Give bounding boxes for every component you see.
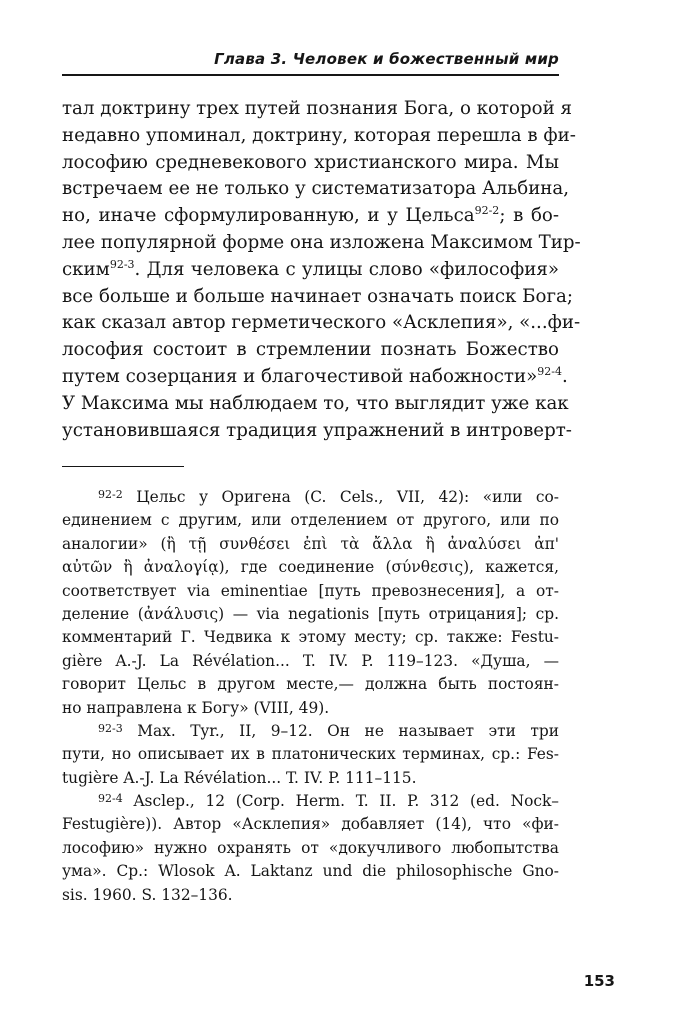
page-number: 153 bbox=[583, 972, 615, 990]
footnote-line: ума». Ср.: Wlosok A. Laktanz und die philosophische Gno- bbox=[62, 862, 559, 881]
footnote-line: $^{92-3}$ Max. Tyr., II, 9–12. Он не называет эти три bbox=[98, 721, 559, 740]
footnote-ref[interactable]: 92-4 bbox=[537, 364, 562, 378]
text-line: установившаяся традиция упражнений в интроверт- bbox=[62, 419, 572, 441]
footnote-line: соответствует via eminentiae [путь превознесения], а от- bbox=[62, 581, 559, 600]
text-line: путем созерцания и благочестивой набожности»$^{92-4}$. bbox=[62, 364, 568, 387]
footnote-line: деление (ἀνάλυσις) — via negationis [путь отрицания]; ср. bbox=[62, 604, 559, 623]
footnote-number: 92-3 bbox=[98, 721, 123, 735]
text-line: лософию средневекового христианского мира. Мы bbox=[62, 151, 559, 173]
footnote-line: $^{92-2}$ Цельс у Оригена (C. Cels., VII, 42): «или со- bbox=[98, 488, 559, 506]
footnote-line: tugière A.-J. La Révélation... T. IV. P. 111–115. bbox=[62, 768, 417, 787]
text-line: У Максима мы наблюдаем то, что выглядит уже как bbox=[62, 392, 569, 414]
footnote-line: $^{92-4}$ Asclep., 12 (Corp. Herm. T. II. P. 312 (ed. Nock– bbox=[98, 792, 559, 811]
footnote bbox=[62, 720, 559, 790]
text-line: ским$^{92-3}$. Для человека с улицы слово «философия» bbox=[62, 257, 559, 280]
text-line: все больше и больше начинает означать поиск Бога; bbox=[62, 285, 573, 307]
text-line: встречаем ее не только у систематизатора Альбина, bbox=[62, 178, 570, 200]
footnote-ref[interactable]: 92-2 bbox=[474, 204, 500, 218]
text-line: тал доктрину трех путей познания Бога, о которой я bbox=[62, 98, 572, 119]
footnote-line: αὐτῶν ἢ ἀναλογίᾳ), где соединение (σύνθεσις), кажется, bbox=[62, 558, 559, 577]
text-line: но, иначе сформулированную, и у Цельса$^{92-2}$; в бо- bbox=[62, 204, 559, 227]
footnote-line: sis. 1960. S. 132–136. bbox=[62, 885, 233, 904]
footnotes bbox=[62, 486, 559, 907]
text-line: недавно упоминал, доктрину, которая перешла в фи- bbox=[62, 124, 576, 146]
footnote-line: лософию» нужно охранять от «докучливого любопытства bbox=[62, 838, 559, 857]
footnote-number: 92-4 bbox=[98, 792, 123, 806]
footnote-line: аналогии» (ἢ τῇ συνθέσει ἐπὶ τὰ ἄλλα ἢ ἀναλύσει ἀπ' bbox=[62, 534, 559, 553]
footnote-line: говорит Цельс в другом месте,— должна быть постоян- bbox=[62, 675, 559, 694]
main-text bbox=[62, 96, 581, 444]
footnote-line: пути, но описывает их в платонических терминах, ср.: Fes- bbox=[62, 745, 559, 764]
header-rule bbox=[62, 74, 559, 76]
footnote-line: gière A.-J. La Révélation... T. IV. P. 119–123. «Душа, — bbox=[62, 651, 559, 670]
footnote-ref[interactable]: 92-3 bbox=[109, 257, 135, 271]
text-line: как сказал автор герметического «Асклепия», «...фи- bbox=[62, 312, 581, 334]
footnote bbox=[62, 486, 559, 720]
running-header: Глава 3. Человек и божественный мир bbox=[214, 50, 559, 68]
footnote-number: 92-2 bbox=[98, 488, 123, 501]
footnote-separator bbox=[62, 466, 184, 467]
footnote-line: но направлена к Богу» (VIII, 49). bbox=[62, 698, 330, 717]
footnote bbox=[62, 790, 559, 907]
footnote-line: единением с другим, или отделением от другого, или по bbox=[62, 511, 559, 530]
text-line: лософия состоит в стремлении познать Божество bbox=[62, 339, 559, 361]
footnote-line: комментарий Г. Чедвика к этому месту; ср. также: Festu- bbox=[62, 628, 559, 647]
text-line: лее популярной форме она изложена Максимом Тир- bbox=[62, 231, 581, 253]
footnote-line: Festugière)). Автор «Асклепия» добавляет (14), что «фи- bbox=[62, 815, 559, 834]
